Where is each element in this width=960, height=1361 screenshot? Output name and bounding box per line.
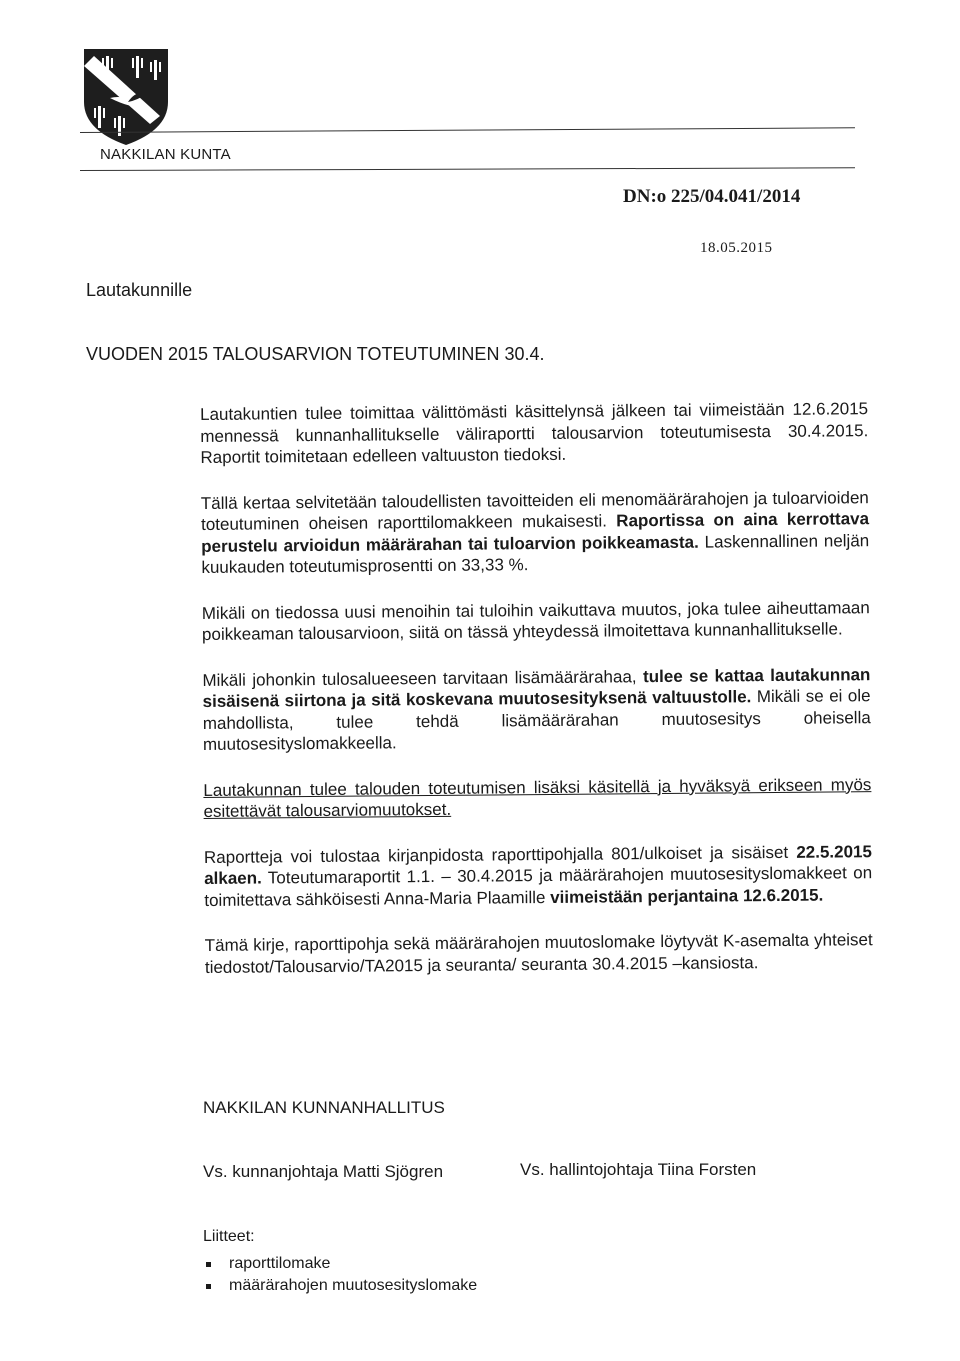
paragraph-3: Mikäli on tiedossa uusi menoihin tai tuloihin vaikuttava muutos, joka tulee aiheuttamaan poikkeaman talousarvioon, siitä on tässä yhteydessä ilmoitettava kunnanhallitukselle.	[201, 597, 870, 644]
paragraph-7: Tämä kirje, raporttipohja sekä määrärahojen muutoslomake löytyvät K-asemalta yhteiset tiedostot/Talousarvio/TA2015 ja seuranta/ seuranta 30.4.2015 –kansiosta.	[204, 930, 873, 977]
letter-body	[200, 398, 873, 1002]
signature-organization: NAKKILAN KUNNANHALLITUS	[203, 1098, 445, 1117]
paragraph-2	[201, 487, 870, 579]
attachments-title: Liitteet:	[203, 1228, 255, 1245]
paragraph-4	[202, 664, 871, 756]
document-number: DN:o 225/04.041/2014	[623, 186, 801, 207]
document-date: 18.05.2015	[700, 240, 773, 256]
paragraph-5-underlined: Lautakunnan tulee talouden toteutumisen lisäksi käsitellä ja hyväksyä erikseen myös esitettävät talousarviomuutokset.	[203, 774, 872, 821]
paragraph-6-text: Raportteja voi tulostaa kirjanpidosta raporttipohjalla 801/ulkoiset ja sisäiset	[203, 842, 789, 867]
signer-2: Vs. hallintojohtaja Tiina Forsten	[520, 1160, 757, 1179]
header-rule-bottom	[80, 167, 855, 171]
paragraph-6-bold-deadline: viimeistään perjantaina 12.6.2015.	[550, 885, 824, 907]
paragraph-4-text: Mikäli johonkin tulosalueeseen tarvitaan lisämäärärahaa,	[202, 666, 637, 690]
municipality-name: NAKKILAN KUNTA	[100, 146, 231, 163]
paragraph-4-bold: tulee se kattaa lautakunnan sisäisenä siirtona ja sitä koskevana muutosesityksenä valtuustolle.	[202, 664, 871, 711]
signer-1: Vs. kunnanjohtaja Matti Sjögren	[203, 1162, 444, 1181]
paragraph-2-text: Tällä kertaa selvitetään taloudellisten tavoitteiden eli menomäärärahojen ja tuloarvioiden toteutuminen oheisen raporttilomakkeen mukaisesti.	[200, 487, 869, 534]
recipient: Lautakunnille	[86, 280, 193, 300]
paragraph-4-text-end: Mikäli se ei ole mahdollista, tulee tehdä lisämäärärahan muutosesitys oheisella muutosesityslomakkeella.	[202, 686, 871, 754]
attachment-item: määrärahojen muutosesityslomake	[203, 1275, 477, 1297]
paragraph-6	[204, 841, 873, 911]
paragraph-6-text-middle: Toteutumaraportit 1.1. – 30.4.2015 ja määrärahojen muutosesityslomakkeet on toimitettava sähköisesti Anna-Maria Plaamille	[204, 863, 873, 910]
paragraph-1: Lautakuntien tulee toimittaa välittömästi käsittelynsä jälkeen tai viimeistään 12.6.2015 mennessä kunnanhallitukselle väliraportti talousarvion toteutumisesta 30.4.2015. Raportit toimitetaan edelleen valtuuston tiedoksi.	[200, 399, 869, 467]
attachment-item: raporttilomake	[203, 1253, 477, 1275]
letter-title: VUODEN 2015 TALOUSARVION TOTEUTUMINEN 30.4.	[86, 344, 545, 364]
attachments-list	[203, 1253, 477, 1297]
paragraph-2-bold: Raportissa on aina kerrottava perustelu arvioidun määrärahan tai tuloarvion poikkeamasta.	[201, 509, 870, 556]
paragraph-2-text-end: Laskennallinen neljän kuukauden toteutumisprosentti on 33,33 %.	[201, 530, 870, 577]
paragraph-6-bold-date: 22.5.2015 alkaen.	[204, 841, 873, 888]
header-rule-top	[80, 127, 855, 133]
